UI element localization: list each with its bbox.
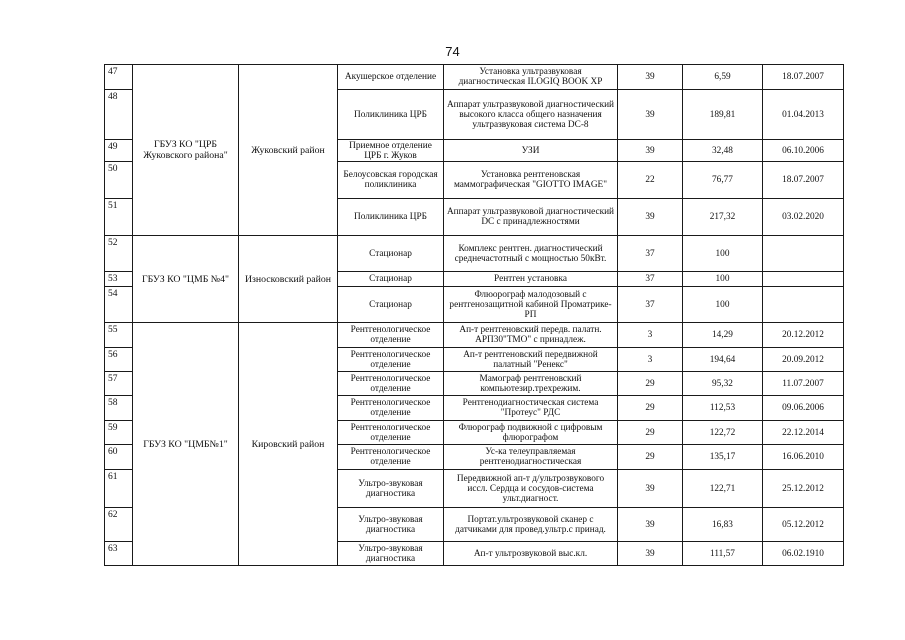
code-cell: 39 bbox=[618, 90, 683, 140]
department-cell: Рентгенологическое отделение bbox=[338, 396, 444, 421]
equipment-cell: Флюрограф подвижной с цифровым флюрографом bbox=[444, 421, 618, 445]
date-cell: 01.04.2013 bbox=[763, 90, 844, 140]
date-cell bbox=[763, 236, 844, 272]
date-cell: 11.07.2007 bbox=[763, 372, 844, 396]
value-cell: 112,53 bbox=[683, 396, 763, 421]
date-cell: 03.02.2020 bbox=[763, 199, 844, 236]
equipment-cell: Комплекс рентген. диагностический среднечастотный с мощностью 50кВт. bbox=[444, 236, 618, 272]
equipment-cell: Портат.ультрозвуковой сканер с датчиками для провед.ультр.с принад. bbox=[444, 508, 618, 542]
row-number-cell: 51 bbox=[105, 199, 133, 236]
row-number-cell: 63 bbox=[105, 542, 133, 566]
equipment-cell: Аппарат ультразвуковой диагностический высокого класса общего назначения ультразвуковая система DC-8 bbox=[444, 90, 618, 140]
code-cell: 29 bbox=[618, 421, 683, 445]
equipment-cell: Рентген установка bbox=[444, 272, 618, 287]
equipment-cell: Ап-т рентгеновский передв. палатн. АРП30"ТМО" с принадлеж. bbox=[444, 323, 618, 348]
date-cell bbox=[763, 272, 844, 287]
department-cell: Стационар bbox=[338, 272, 444, 287]
equipment-cell: Ус-ка телеуправляемая рентгенодиагностическая bbox=[444, 445, 618, 470]
code-cell: 37 bbox=[618, 236, 683, 272]
equipment-table bbox=[104, 64, 844, 566]
value-cell: 194,64 bbox=[683, 348, 763, 372]
date-cell: 16.06.2010 bbox=[763, 445, 844, 470]
date-cell bbox=[763, 287, 844, 323]
department-cell: Поликлиника ЦРБ bbox=[338, 90, 444, 140]
district-cell: Жуковский район bbox=[239, 65, 338, 236]
code-cell: 37 bbox=[618, 272, 683, 287]
equipment-cell: Передвижной ап-т д/ультрозвукового иссл. Сердца и сосудов-система ульт.диагност. bbox=[444, 470, 618, 508]
equipment-cell: Установка ультразвуковая диагностическая ILOGIQ BOOK XP bbox=[444, 65, 618, 90]
value-cell: 100 bbox=[683, 287, 763, 323]
code-cell: 37 bbox=[618, 287, 683, 323]
row-number-cell: 47 bbox=[105, 65, 133, 90]
value-cell: 122,72 bbox=[683, 421, 763, 445]
department-cell: Рентгенологическое отделение bbox=[338, 445, 444, 470]
equipment-cell: Аппарат ультразвуковой диагностический DC с принадлежностями bbox=[444, 199, 618, 236]
code-cell: 39 bbox=[618, 65, 683, 90]
department-cell: Рентгенологическое отделение bbox=[338, 372, 444, 396]
code-cell: 39 bbox=[618, 508, 683, 542]
code-cell: 39 bbox=[618, 199, 683, 236]
value-cell: 189,81 bbox=[683, 90, 763, 140]
date-cell: 09.06.2006 bbox=[763, 396, 844, 421]
department-cell: Акушерское отделение bbox=[338, 65, 444, 90]
department-cell: Ультро-звуковая диагностика bbox=[338, 542, 444, 566]
row-number-cell: 57 bbox=[105, 372, 133, 396]
department-cell: Рентгенологическое отделение bbox=[338, 348, 444, 372]
value-cell: 111,57 bbox=[683, 542, 763, 566]
code-cell: 39 bbox=[618, 470, 683, 508]
equipment-cell: Установка рентгеновская маммографическая "GIOTTO IMAGE" bbox=[444, 162, 618, 199]
row-number-cell: 55 bbox=[105, 323, 133, 348]
department-cell: Приемное отделение ЦРБ г. Жуков bbox=[338, 140, 444, 162]
department-cell: Рентгенологическое отделение bbox=[338, 421, 444, 445]
row-number-cell: 59 bbox=[105, 421, 133, 445]
row-number-cell: 54 bbox=[105, 287, 133, 323]
value-cell: 135,17 bbox=[683, 445, 763, 470]
row-number-cell: 49 bbox=[105, 140, 133, 162]
table-row bbox=[105, 323, 844, 348]
date-cell: 18.07.2007 bbox=[763, 65, 844, 90]
row-number-cell: 53 bbox=[105, 272, 133, 287]
value-cell: 76,77 bbox=[683, 162, 763, 199]
row-number-cell: 58 bbox=[105, 396, 133, 421]
code-cell: 39 bbox=[618, 140, 683, 162]
value-cell: 122,71 bbox=[683, 470, 763, 508]
code-cell: 3 bbox=[618, 348, 683, 372]
date-cell: 25.12.2012 bbox=[763, 470, 844, 508]
date-cell: 06.02.1910 bbox=[763, 542, 844, 566]
row-number-cell: 60 bbox=[105, 445, 133, 470]
value-cell: 217,32 bbox=[683, 199, 763, 236]
equipment-cell: Рентгенодиагностическая система "Протеус" РДС bbox=[444, 396, 618, 421]
row-number-cell: 61 bbox=[105, 470, 133, 508]
department-cell: Рентгенологическое отделение bbox=[338, 323, 444, 348]
value-cell: 95,32 bbox=[683, 372, 763, 396]
date-cell: 06.10.2006 bbox=[763, 140, 844, 162]
organization-cell: ГБУЗ КО "ЦМБ №4" bbox=[133, 236, 239, 323]
district-cell: Износковский район bbox=[239, 236, 338, 323]
value-cell: 16,83 bbox=[683, 508, 763, 542]
equipment-cell: Ап-т ультрозвуковой выс.кл. bbox=[444, 542, 618, 566]
department-cell: Ультро-звуковая диагностика bbox=[338, 470, 444, 508]
district-cell: Кировский район bbox=[239, 323, 338, 566]
row-number-cell: 48 bbox=[105, 90, 133, 140]
equipment-cell: УЗИ bbox=[444, 140, 618, 162]
row-number-cell: 62 bbox=[105, 508, 133, 542]
date-cell: 22.12.2014 bbox=[763, 421, 844, 445]
organization-cell: ГБУЗ КО "ЦРБ Жуковского района" bbox=[133, 65, 239, 236]
code-cell: 39 bbox=[618, 542, 683, 566]
department-cell: Ультро-звуковая диагностика bbox=[338, 508, 444, 542]
value-cell: 6,59 bbox=[683, 65, 763, 90]
date-cell: 20.12.2012 bbox=[763, 323, 844, 348]
equipment-cell: Флюорограф малодозовый с рентгенозащитной кабиной Проматрике-РП bbox=[444, 287, 618, 323]
page-number: 74 bbox=[445, 44, 460, 59]
code-cell: 3 bbox=[618, 323, 683, 348]
department-cell: Белоусовская городская поликлиника bbox=[338, 162, 444, 199]
department-cell: Стационар bbox=[338, 287, 444, 323]
equipment-cell: Ап-т рентгеновский передвижной палатный "Ренекс" bbox=[444, 348, 618, 372]
department-cell: Поликлиника ЦРБ bbox=[338, 199, 444, 236]
value-cell: 100 bbox=[683, 272, 763, 287]
value-cell: 100 bbox=[683, 236, 763, 272]
code-cell: 29 bbox=[618, 372, 683, 396]
row-number-cell: 52 bbox=[105, 236, 133, 272]
row-number-cell: 50 bbox=[105, 162, 133, 199]
department-cell: Стационар bbox=[338, 236, 444, 272]
code-cell: 29 bbox=[618, 445, 683, 470]
date-cell: 20.09.2012 bbox=[763, 348, 844, 372]
table-row bbox=[105, 65, 844, 90]
date-cell: 05.12.2012 bbox=[763, 508, 844, 542]
date-cell: 18.07.2007 bbox=[763, 162, 844, 199]
code-cell: 29 bbox=[618, 396, 683, 421]
row-number-cell: 56 bbox=[105, 348, 133, 372]
equipment-cell: Мамограф рентгеновский компьютезир.трехрежим. bbox=[444, 372, 618, 396]
organization-cell: ГБУЗ КО "ЦМБ№1" bbox=[133, 323, 239, 566]
table-row bbox=[105, 236, 844, 272]
code-cell: 22 bbox=[618, 162, 683, 199]
value-cell: 14,29 bbox=[683, 323, 763, 348]
value-cell: 32,48 bbox=[683, 140, 763, 162]
